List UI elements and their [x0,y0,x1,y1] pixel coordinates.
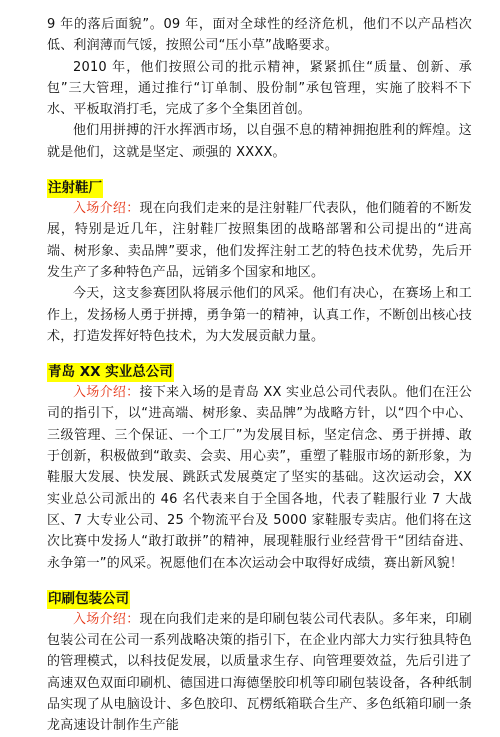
intro-text: 接下来入场的是青岛 XX 实业总公司代表队。他们在汪公司的指引下，以“进高端、树形象、卖品牌”为战略方针，以“四个中心、三级管理、三个保证、一个工厂”为发展目标，坚定信念、勇于拼搏、敢于创新，积极做到“敢卖、会卖、用心卖”，重塑了鞋服市场的新形象，为鞋服大发展、快发展、跳跃式发展奠定了坚实的基础。这次运动会，XX 实业总公司派出的 46 名代表来自于全国各地，代表了鞋服行业 7 大战区、7 大专业公司、25 个物流平台及 5000 家鞋服专卖店。他们将在这次比赛中发扬人“敢打敢拼”的精神，展现鞋服行业经营骨干“团结奋进、永争第一”的风采。祝愿他们在本次运动会中取得好成绩，赛出新风貌！ [47,385,472,571]
section-heading-row [47,176,472,197]
intro-text: 现在向我们走来的是印刷包装公司代表队。多年来，印刷包装公司在公司一系列战略决策的指引下，在企业内部大力实行独具特色的管理模式，以科技促发展，以质量求生存、向管理要效益，先后引进了高速双色双面印刷机、德国进口海德堡胶印机等印刷包装设备，各种纸制品实现了从电脑设计、多色胶印、瓦楞纸箱联合生产、多色纸箱印刷一条龙高速设计制作生产能 [47,611,472,734]
intro-label: 入场介绍： [73,611,140,627]
intro-paragraph [47,382,472,574]
section-heading: 注射鞋厂 [48,180,102,197]
paragraph-3: 他们用拼搏的汗水挥洒市场，以自强不息的精神拥抱胜利的辉煌。这就是他们，这就是坚定、顽强的 XXXX。 [47,123,472,160]
paragraph-2: 2010 年，他们按照公司的批示精神，紧紧抓住“质量、创新、承包”三大管理，通过推行“订单制、股份制”承包管理，实施了胶料不下水、平板取消打毛，完成了多个全集团首创。 [47,59,472,118]
section-heading-row [47,360,472,381]
section-heading-row [47,587,472,608]
paragraph-1: 9 年的落后面貌”。09 年，面对全球性的经济危机，他们不以产品档次低、利润薄而气馁，按照公司“压小草”战略要求。 [47,17,472,54]
intro-paragraph [47,609,472,737]
section-heading: 青岛 XX 实业总公司 [48,364,173,381]
document-page [47,14,472,737]
intro-label: 入场介绍： [73,201,140,217]
intro-label: 入场介绍： [73,385,140,401]
section-paragraph: 今天，这支参赛团队将展示他们的风采。他们有决心，在赛场上和工作上，发扬杨人勇于拼搏，勇争第一的精神，认真工作，不断创出核心技术，打造发挥好特色技术，为大发展贡献力量。 [47,286,472,344]
intro-paragraph [47,198,472,283]
intro-text: 现在向我们走来的是注射鞋厂代表队，他们随着的不断发展，特别是近几年，注射鞋厂按照集团的战略部署和公司提出的“进高端、树形象、卖品牌”要求，他们发挥注射工艺的特色技术优势，先后开发生产了多种特色产品，远销多个国家和地区。 [47,201,472,280]
section-heading: 印刷包装公司 [48,590,129,607]
